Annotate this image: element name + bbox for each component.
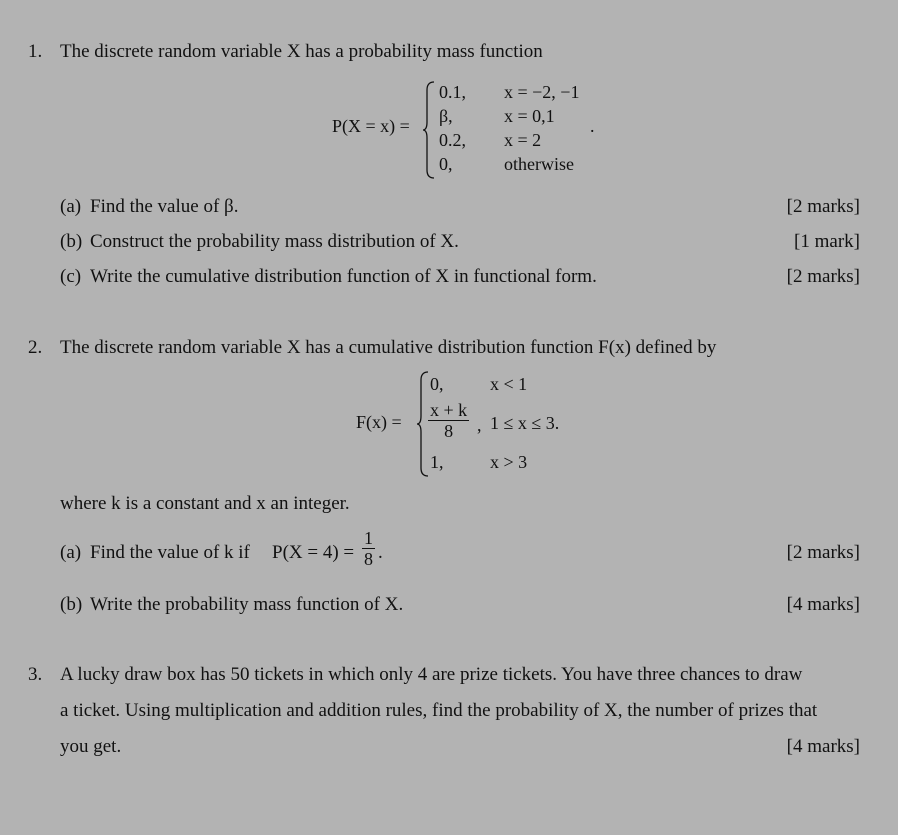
q2-number: 2. [28, 337, 43, 358]
q2a-expr: P(X = 4) = [272, 542, 355, 563]
q2-case-3-value: 1, [430, 452, 444, 472]
q1a-label: (a) [60, 196, 82, 217]
q2a-marks: [2 marks] [786, 542, 860, 563]
q1-left-brace [422, 80, 436, 180]
q1-case-1-value: 0.1, [439, 82, 466, 102]
q2-fraction-numerator: x + k [430, 400, 468, 420]
q2a-fraction [362, 528, 375, 569]
q1-pmf-lhs: P(X = x) = [332, 116, 410, 136]
q2-case-2-comma: , [477, 415, 482, 435]
q2-fraction-denominator: 8 [444, 421, 454, 441]
q1c-marks: [2 marks] [786, 266, 860, 287]
q1b-text: Construct the probability mass distribution of X. [90, 231, 459, 252]
q2-where: where k is a constant and x an integer. [60, 493, 350, 514]
q3-marks: [4 marks] [786, 736, 860, 757]
q1-intro: The discrete random variable X has a probability mass function [60, 41, 543, 62]
q2-case-2-fraction [428, 400, 469, 441]
q3-line-3: you get. [60, 736, 122, 757]
q2-case-1-value: 0, [430, 374, 444, 394]
q2a-end: . [378, 542, 383, 563]
q1-end-punct: . [590, 116, 595, 136]
q1-case-3-value: 0.2, [439, 130, 466, 150]
q2a-fraction-numerator: 1 [364, 528, 373, 548]
q2a-label: (a) [60, 542, 82, 563]
q1-case-2-value: β, [439, 106, 453, 126]
q2b-label: (b) [60, 594, 83, 615]
q1b-marks: [1 mark] [794, 231, 860, 252]
q1b-label: (b) [60, 231, 83, 252]
q1-number: 1. [28, 41, 43, 62]
q2-cdf-lhs: F(x) = [356, 412, 402, 432]
q1-case-4-value: 0, [439, 154, 453, 174]
q3-number: 3. [28, 664, 43, 685]
q2-case-3-condition: x > 3 [490, 452, 528, 472]
q2a-fraction-denominator: 8 [364, 549, 373, 569]
q1c-text: Write the cumulative distribution function of X in functional form. [90, 266, 597, 287]
q1a-marks: [2 marks] [786, 196, 860, 217]
q1-case-4-condition: otherwise [504, 154, 574, 174]
q2-case-1-condition: x < 1 [490, 374, 528, 394]
q2b-marks: [4 marks] [786, 594, 860, 615]
q2b-text: Write the probability mass function of X. [90, 594, 404, 615]
q1a-text: Find the value of β. [90, 196, 239, 217]
q3-line-2: a ticket. Using multiplication and addition rules, find the probability of X, the number of prizes that [60, 700, 818, 721]
q2-case-2-condition: 1 ≤ x ≤ 3. [490, 413, 560, 433]
q2-intro: The discrete random variable X has a cumulative distribution function F(x) defined by [60, 337, 717, 358]
q1-case-3-condition: x = 2 [504, 130, 542, 150]
q1c-label: (c) [60, 266, 82, 287]
q3-line-1: A lucky draw box has 50 tickets in which only 4 are prize tickets. You have three chances to draw [60, 664, 803, 685]
q1-case-1-condition: x = −2, −1 [504, 82, 580, 102]
q1-case-2-condition: x = 0,1 [504, 106, 555, 126]
q2a-text: Find the value of k if [90, 542, 250, 563]
